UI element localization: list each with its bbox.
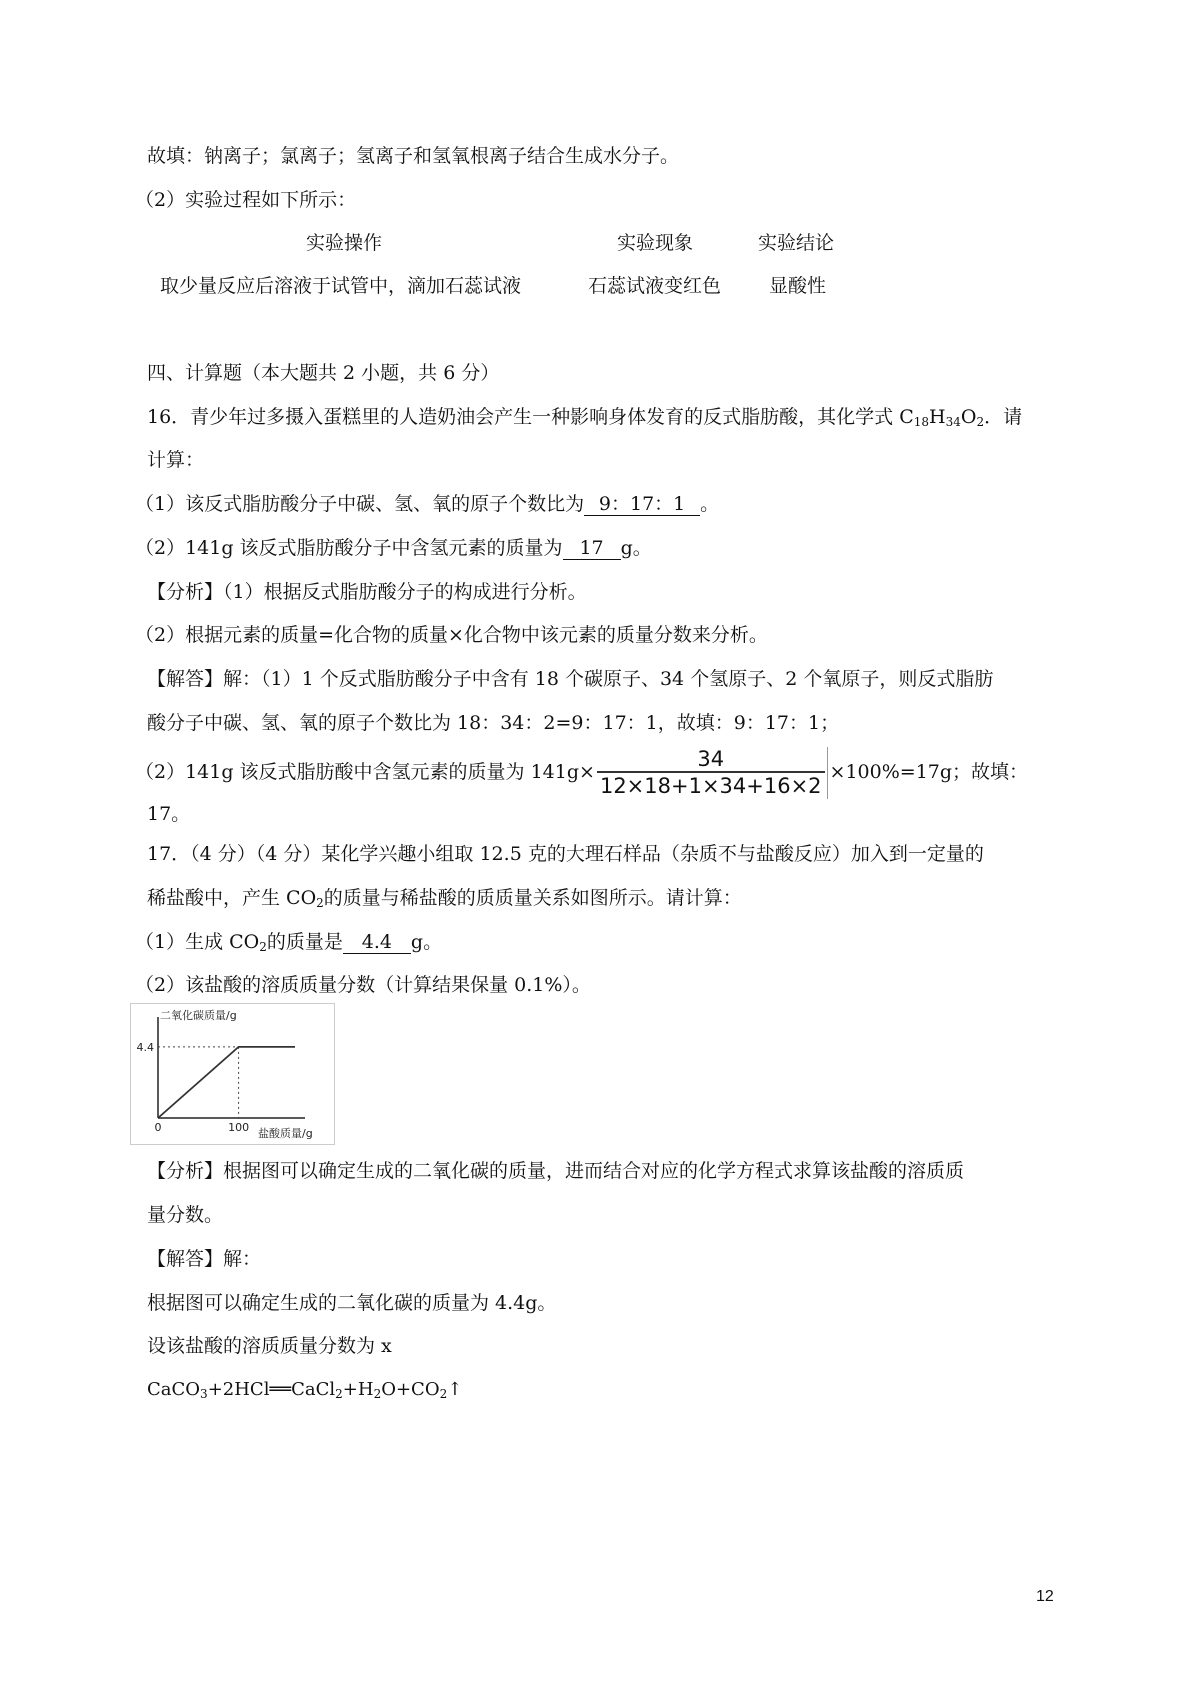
mass-fraction (597, 747, 828, 799)
q16-sub1-answer: 9：17：1 (584, 493, 700, 516)
eq-sub: 3 (200, 1387, 208, 1401)
q17-stem-text-end: 的质量与稀盐酸的质质量关系如图所示。请计算： (323, 887, 742, 909)
fraction-numerator: 34 (597, 747, 825, 773)
q17-sub1-answer: 4.4 (343, 931, 411, 954)
eq-part: +2HCl══CaCl (207, 1379, 336, 1400)
y-tick-label: 4.4 (136, 1040, 154, 1054)
q17-sub1-text: （1）生成 CO (135, 931, 260, 953)
table-header-conclusion: 实验结论 (758, 232, 835, 254)
eq-part: +H (342, 1379, 374, 1400)
q16-solution-3 (135, 747, 1028, 799)
table-cell-conclusion: 显酸性 (769, 275, 827, 297)
x-axis-label: 盐酸质量/g (258, 1127, 313, 1140)
y-axis-label: 二氧化碳质量/g (160, 1009, 237, 1022)
co2-mass-chart (130, 1003, 335, 1145)
fill-answer-line: 故填：钠离子；氯离子；氢离子和氢氧根离子结合生成水分子。 (147, 145, 680, 167)
section-title: 四、计算题（本大题共 2 小题，共 6 分） (147, 362, 500, 384)
q16-stem (147, 404, 1022, 435)
eq-part: CaCO (147, 1379, 201, 1400)
q16-analysis-2: （2）根据元素的质量=化合物的质量×化合物中该元素的质量分数来分析。 (135, 624, 768, 646)
q17-analysis-1: 【分析】根据图可以确定生成的二氧化碳的质量，进而结合对应的化学方程式求算该盐酸的溶质质 (147, 1160, 965, 1182)
eq-sub: 2 (439, 1387, 448, 1401)
q16-solution-1: 【解答】解：（1）1 个反式脂肪酸分子中含有 18 个碳原子、34 个氢原子、2 个氧原子，则反式脂肪 (147, 668, 994, 690)
q16-stem-end: ．请 (984, 406, 1023, 428)
q16-solution-3-text: （2）141g 该反式脂肪酸中含氢元素的质量为 141g× (135, 761, 595, 783)
x-tick-label-origin: 0 (154, 1121, 162, 1134)
formula-sub: 2 (976, 415, 985, 429)
q16-solution-3-end: ×100%=17g；故填： (829, 761, 1029, 783)
q16-stem-text: 16．青少年过多摄入蛋糕里的人造奶油会产生一种影响身体发育的反式脂肪酸，其化学式 C (147, 406, 914, 428)
formula-sub: 2 (316, 896, 324, 910)
q16-solution-2: 酸分子中碳、氢、氧的原子个数比为 18：34：2=9：17：1，故填：9：17：1； (147, 712, 840, 734)
eq-sub: 2 (335, 1387, 343, 1401)
q16-sub1-text: （1）该反式脂肪酸分子中碳、氢、氧的原子个数比为 (135, 493, 585, 515)
q17-sub1-end: g。 (410, 931, 443, 953)
q17-solution-1: 根据图可以确定生成的二氧化碳的质量为 4.4g。 (147, 1292, 557, 1314)
q17-sub2: （2）该盐酸的溶质质量分数（计算结果保量 0.1%）。 (135, 974, 591, 996)
q17-sub1 (135, 929, 442, 960)
page-number: 12 (1036, 1588, 1054, 1605)
table-cell-operation: 取少量反应后溶液于试管中，滴加石蕊试液 (160, 275, 522, 297)
formula-sub: 34 (945, 415, 961, 429)
q17-sub1-mid: 的质量是 (266, 931, 343, 953)
x-tick-label: 100 (228, 1121, 250, 1134)
q17-stem-cont (147, 885, 742, 916)
q17-analysis-2: 量分数。 (147, 1204, 224, 1226)
q16-stem-cont: 计算： (147, 449, 205, 471)
part2-line: （2）实验过程如下所示： (135, 189, 357, 211)
q17-solution-head: 【解答】解： (147, 1248, 262, 1270)
fraction-denominator: 12×18+1×34+16×2 (599, 774, 822, 798)
eq-sub: 2 (373, 1387, 382, 1401)
q16-sub2-answer: 17 (563, 537, 621, 560)
table-cell-phenomenon: 石蕊试液变红色 (588, 275, 722, 297)
formula-sub: 18 (913, 415, 930, 429)
q16-sub1-end: 。 (700, 493, 720, 515)
formula-part: O (960, 406, 977, 428)
eq-part: O+CO (381, 1379, 440, 1400)
gas-arrow: ↑ (447, 1379, 463, 1400)
q16-sub2-end: g。 (620, 537, 652, 559)
q16-analysis-1: 【分析】（1）根据反式脂肪酸分子的构成进行分析。 (147, 581, 587, 603)
table-header-operation: 实验操作 (306, 232, 383, 254)
chemical-equation (147, 1377, 462, 1407)
q16-sub1 (135, 491, 719, 517)
q17-solution-2: 设该盐酸的溶质质量分数为 x (147, 1335, 392, 1357)
q16-sub2-text: （2）141g 该反式脂肪酸分子中含氢元素的质量为 (135, 537, 563, 559)
formula-part: H (929, 406, 946, 428)
formula-sub: 2 (259, 940, 267, 954)
q16-solution-4: 17。 (147, 803, 191, 825)
q17-stem: 17．（4 分）（4 分）某化学兴趣小组取 12.5 克的大理石样品（杂质不与盐酸反应）加入到一定量的 (147, 843, 984, 865)
q16-sub2 (135, 535, 652, 561)
q17-stem-text: 稀盐酸中，产生 CO (147, 887, 317, 909)
table-header-phenomenon: 实验现象 (617, 232, 694, 254)
